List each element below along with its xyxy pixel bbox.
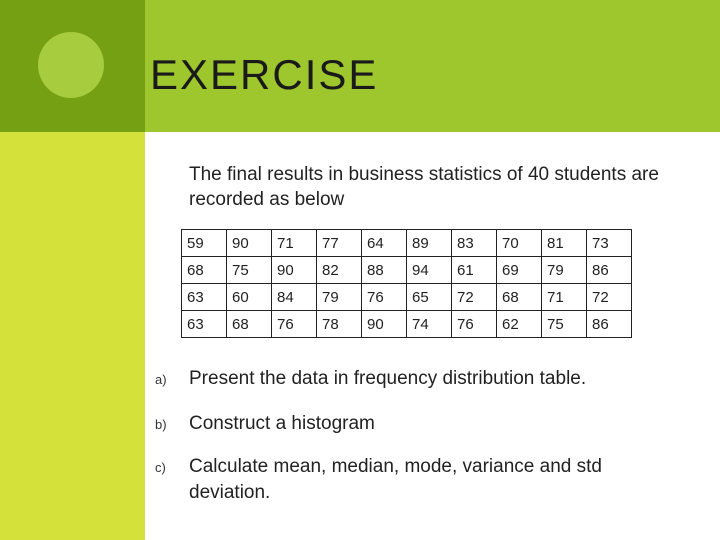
table-cell: 90 [272,257,317,284]
table-cell: 59 [182,230,227,257]
table-cell: 60 [227,284,272,311]
table-cell: 75 [542,311,587,338]
table-cell: 89 [407,230,452,257]
left-accent-bottom [0,132,145,540]
table-cell: 81 [542,230,587,257]
table-cell: 71 [272,230,317,257]
table-cell: 69 [497,257,542,284]
slide-title: EXERCISE [150,51,379,98]
table-row [182,257,632,284]
task-text: Calculate mean, median, mode, variance and std deviation. [189,456,602,503]
table-cell: 84 [272,284,317,311]
task-marker: b) [155,417,167,432]
task-text: Construct a histogram [189,413,375,434]
table-cell: 68 [497,284,542,311]
table-cell: 88 [362,257,407,284]
decorative-circle-icon [38,32,104,98]
task-marker: a) [155,372,167,387]
task-marker: c) [155,460,166,475]
table-cell: 83 [452,230,497,257]
table-row [182,284,632,311]
table-row [182,230,632,257]
table-cell: 76 [452,311,497,338]
intro-text: The final results in business statistics of 40 students are recorded as below [189,164,659,210]
table-cell: 79 [317,284,362,311]
table-cell: 74 [407,311,452,338]
table-row [182,311,632,338]
table-cell: 76 [362,284,407,311]
table-cell: 72 [452,284,497,311]
table-cell: 63 [182,284,227,311]
table-cell: 68 [227,311,272,338]
table-cell: 94 [407,257,452,284]
table-cell: 68 [182,257,227,284]
table-cell: 64 [362,230,407,257]
table-cell: 78 [317,311,362,338]
task-item-c [155,454,675,506]
table-cell: 65 [407,284,452,311]
scores-table [181,229,632,338]
table-cell: 71 [542,284,587,311]
table-cell: 63 [182,311,227,338]
table-cell: 61 [452,257,497,284]
task-item-b [155,411,375,437]
table-cell: 86 [587,311,632,338]
table-cell: 72 [587,284,632,311]
table-cell: 79 [542,257,587,284]
task-text: Present the data in frequency distribution table. [189,368,587,389]
table-cell: 70 [497,230,542,257]
table-cell: 62 [497,311,542,338]
table-cell: 86 [587,257,632,284]
table-cell: 82 [317,257,362,284]
table-cell: 90 [362,311,407,338]
table-cell: 90 [227,230,272,257]
table-cell: 77 [317,230,362,257]
table-cell: 75 [227,257,272,284]
table-cell: 76 [272,311,317,338]
table-cell: 73 [587,230,632,257]
task-item-a [155,366,586,392]
